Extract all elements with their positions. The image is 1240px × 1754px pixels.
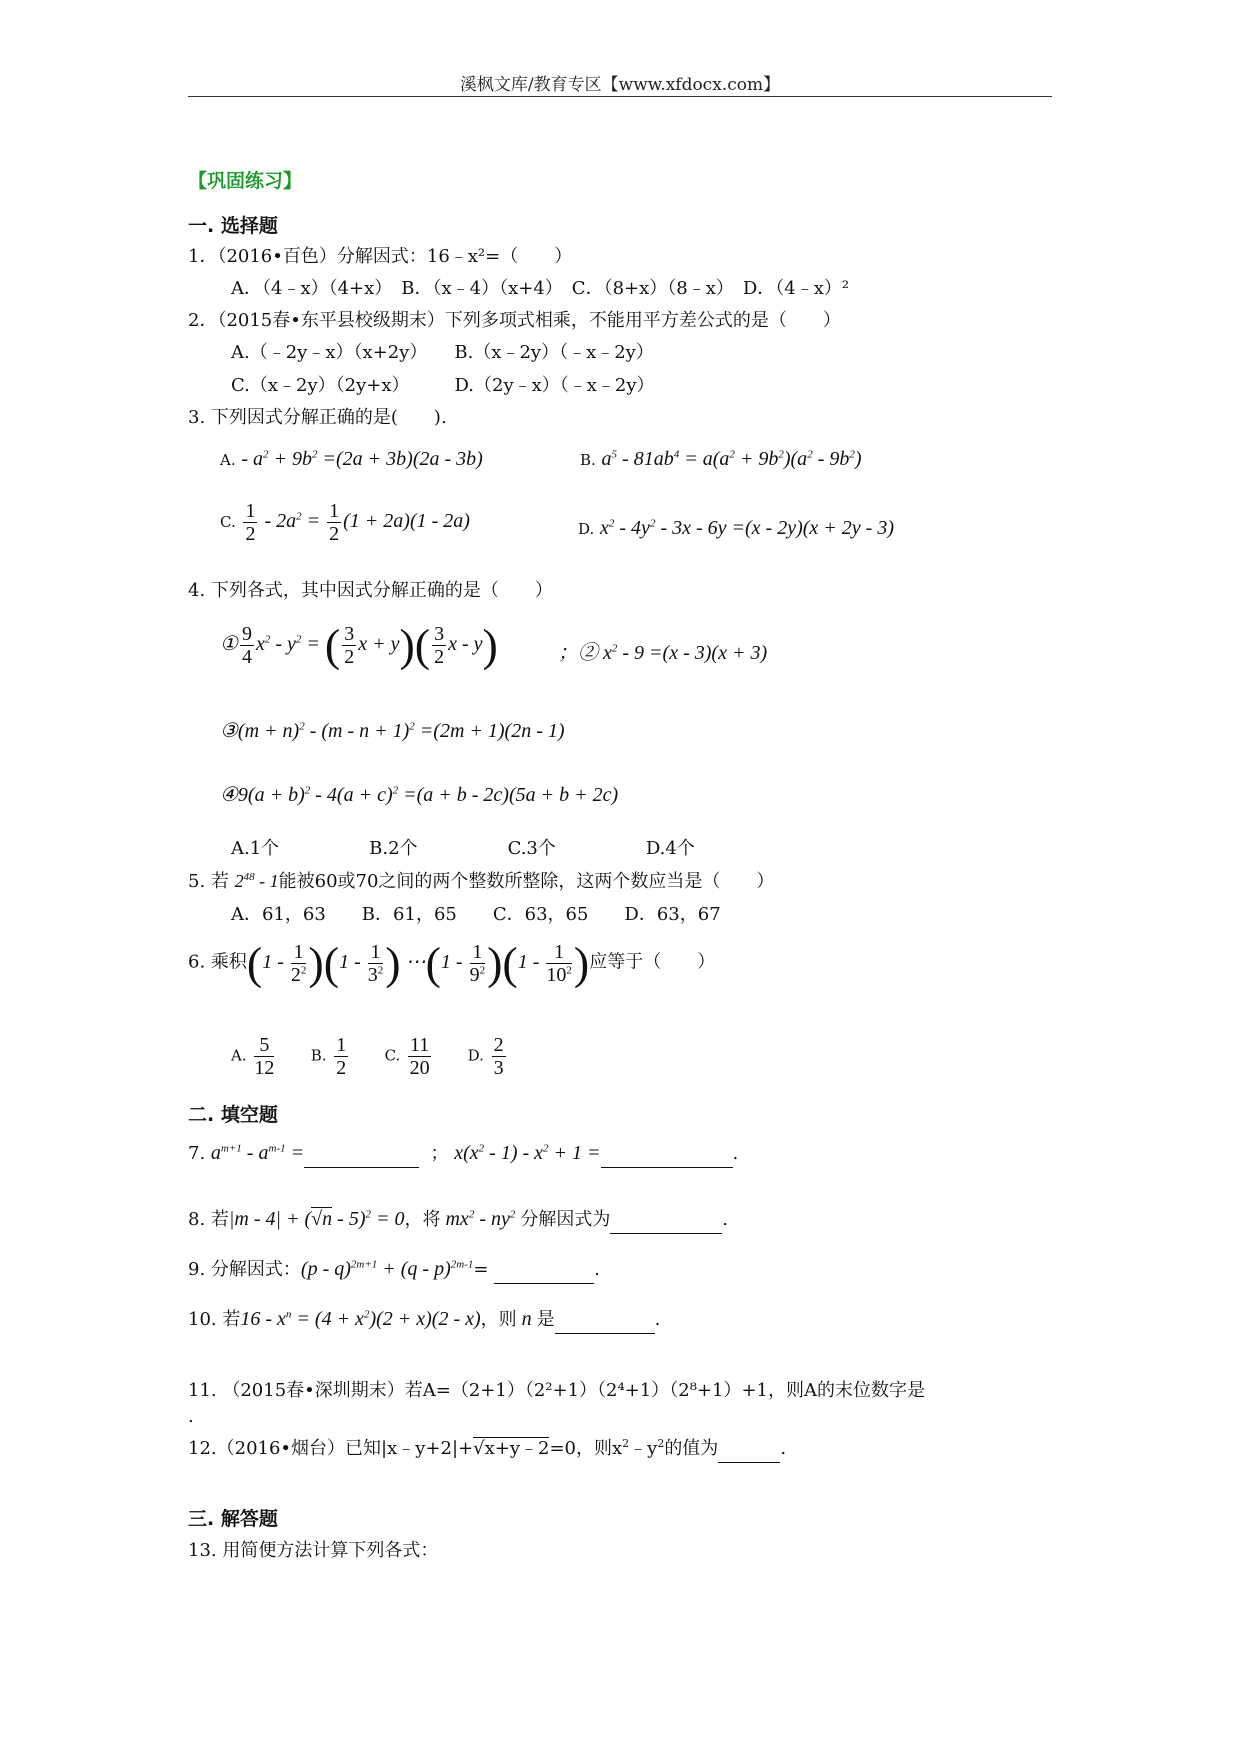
q9: 9. 分解因式：(p - q)$^{2m+1}$ + (q - p)$^{2m-1}$= . (188, 1256, 600, 1284)
q6-options: A. $\frac{5}{12}$ B. $\frac{1}{2}$ C. $\frac{11}{20}$ D. $\frac{2}{3}$ (231, 1034, 504, 1079)
q1-stem: 1．（2016•百色）分解因式：16﹣x²=（ ） (188, 246, 573, 267)
q3-stem: 3. 下列因式分解正确的是( ). (188, 407, 447, 428)
q4-item-3: ③(m + $n)^2 - (m - n + 1)^2 =(2m + 1)(2n - 1)$ (220, 720, 565, 742)
q4-options: A.1个 B.2个 C.3个 D.4个 (231, 838, 695, 859)
q2-stem: 2．（2015春•东平县校级期末）下列多项式相乘，不能用平方差公式的是（ ） (188, 310, 841, 331)
section-title: 【巩固练习】 (188, 170, 303, 192)
q4-item-4: ④9(a + $b)^2 - 4(a + c)^2 =(a + b - 2c)(5a + b + 2c)$ (220, 784, 619, 806)
q3-option-c: C. $\frac{1}{2}$ - $2a^2$ = $\frac{1}{2}$ (1 + 2a)(1 - 2a) (220, 500, 470, 545)
q13: 13. 用简便方法计算下列各式： (188, 1540, 439, 1561)
q7: 7. $a^{m+1} - a^{m-1}$ = ； $x(x^2 - 1) - x^2 + 1$ = . (188, 1140, 738, 1168)
section-fill: 二. 填空题 (188, 1104, 278, 1126)
q4-item-2: ；② $x^2 - 9 =(x - 3)(x + 3)$ (558, 642, 768, 664)
q4-item-1: ① $\frac{9}{4}$ $x^2 - y^2$ = ( $\frac{3}{2}$ x + y)( $\frac{3}{2}$ x - y) (220, 619, 498, 670)
page-header: 溪枫文库/教育专区【www.xfdocx.com】 (459, 75, 781, 95)
q3-option-b: B. $a^5 - 81ab^4 = a(a^2 + 9b^2)(a^2 - 9b^2)$ (580, 448, 862, 470)
q11-tail: . (188, 1406, 194, 1427)
q3-option-a: A. - $a^2 + 9b^2 =(2a + 3b)(2a - 3b)$ (220, 448, 483, 470)
q12: 12.（2016•烟台）已知|x﹣y+2|+√x+y﹣2=0，则$x^2﹣y^2$的值为 . (188, 1436, 786, 1463)
q11: 11. （2015春•深圳期末）若A=（2+1）（2²+1）（2⁴+1）（2⁸+1）+1，则A的末位数字是 (188, 1380, 925, 1401)
q8: 8. 若|m - 4| + (√n - 5)$^2$ = 0，将 $mx^2 - ny^2$ 分解因式为 . (188, 1206, 728, 1234)
q3-option-d: D. $x^2 - 4y^2 - 3x - 6y =(x - 2y)(x + 2y - 3)$ (578, 517, 894, 539)
q4-stem: 4. 下列各式，其中因式分解正确的是（ ） (188, 580, 553, 601)
q2-options-cd: C.（x﹣2y）（2y+x） D.（2y﹣x）（﹣x﹣2y） (231, 375, 655, 396)
q6-stem: 6. 乘积(1 - $\frac{1}{2^2}$ )(1 - $\frac{1}{3^2}$ ) ⋯(1 - $\frac{1}{9^2}$ )(1 - $\frac{1}{10^2}$ )应等于（ ） (188, 937, 716, 988)
q10: 10. 若$16 - x^n = (4 + x^2)(2 + x)(2 - x)$，则 n 是 . (188, 1306, 660, 1334)
q5-options: A．61，63 B．61，65 C．63，65 D．63，67 (231, 904, 721, 925)
q5-stem: 5. 若 $2^{48} - 1$能被60或70之间的两个整数所整除，这两个数应当是（ ） (188, 871, 775, 892)
section-answer: 三. 解答题 (188, 1508, 278, 1530)
q2-options-ab: A.（﹣2y﹣x）（x+2y） B.（x﹣2y）（﹣x﹣2y） (231, 342, 654, 363)
section-choice: 一. 选择题 (188, 215, 278, 237)
q1-options: A．（4﹣x）（4+x） B．（x﹣4）（x+4） C．（8+x）（8﹣x） D．（4﹣x）² (231, 278, 850, 299)
header-rule (188, 96, 1052, 97)
